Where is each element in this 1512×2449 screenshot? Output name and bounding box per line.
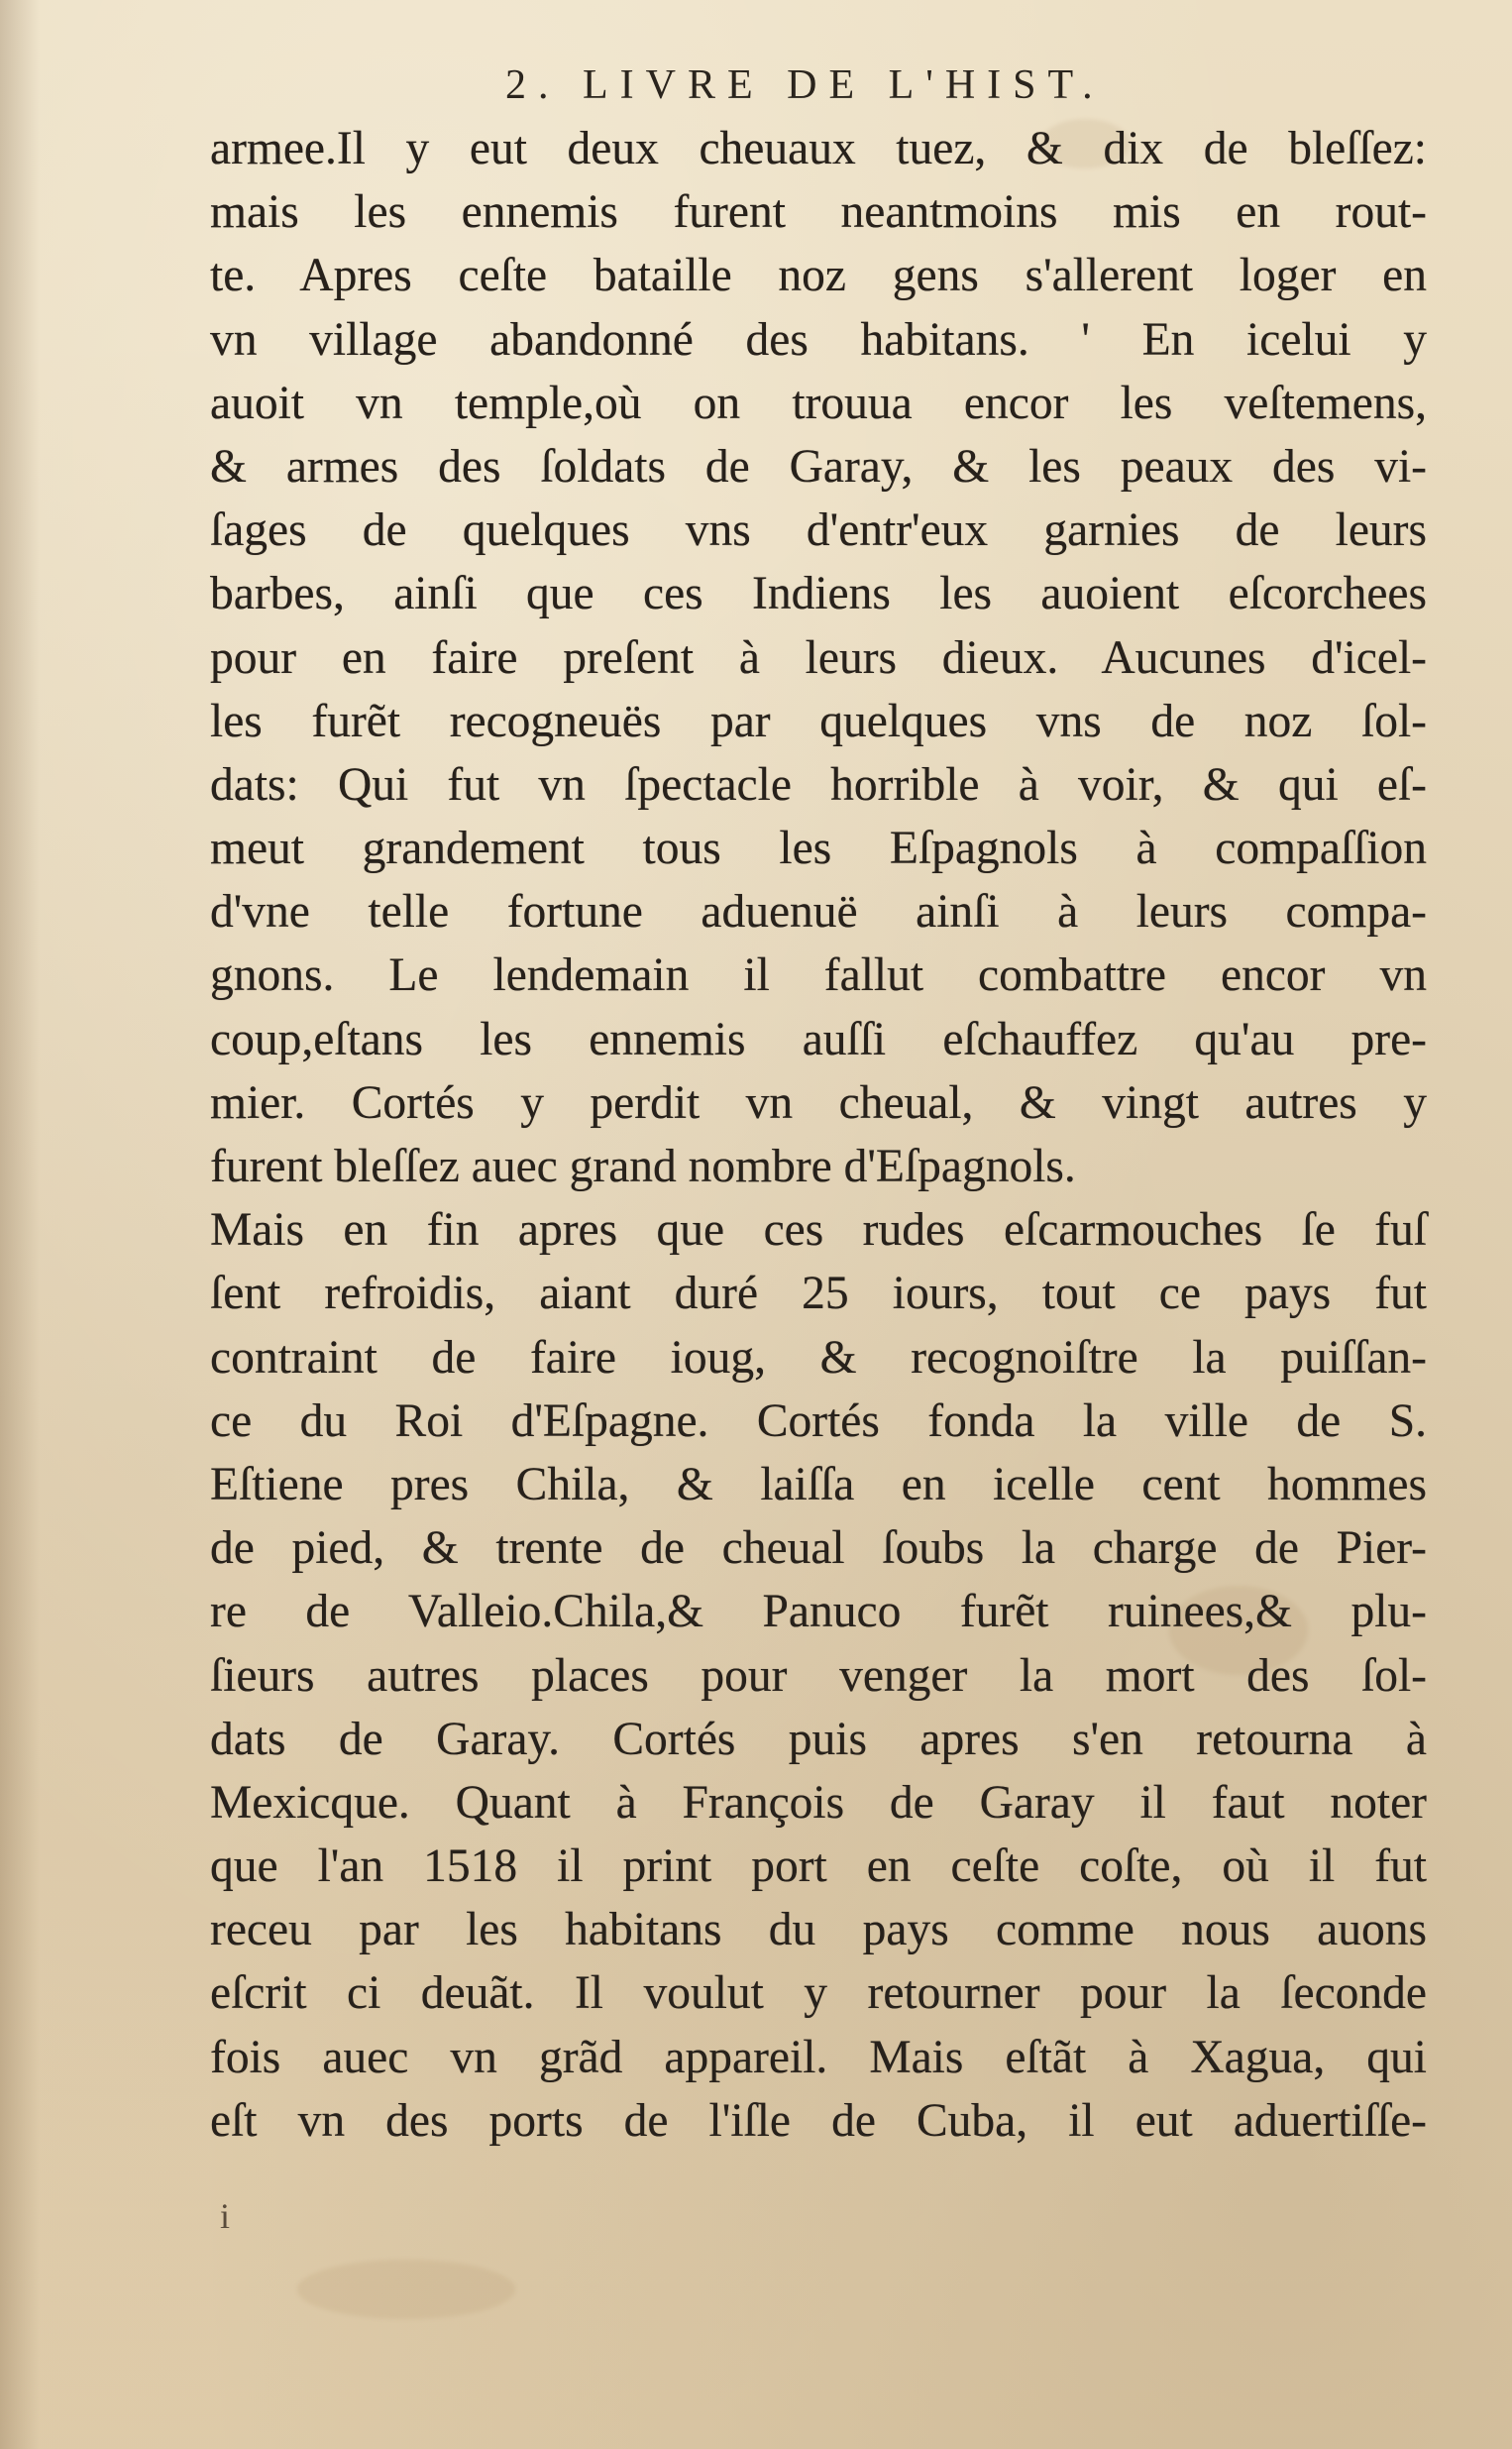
text-line: & armes des ſoldats de Garay, & les peaux des vi- [210, 440, 1427, 493]
text-line: eſcrit ci deuãt. Il voulut y retourner pour la ſeconde [210, 1967, 1427, 2020]
text-line: ſent refroidis, aiant duré 25 iours, tout ce pays fut [210, 1268, 1427, 1320]
text-line: les furẽt recogneuës par quelques vns de noz ſol- [210, 695, 1427, 747]
text-line: fois auec vn grãd appareil. Mais eſtãt à Xagua, qui [210, 2031, 1427, 2083]
text-line: te. Apres ceſte bataille noz gens s'allerent loger en [210, 250, 1427, 302]
text-line: coup,eſtans les ennemis auſſi eſchauffez qu'au pre- [210, 1013, 1427, 1065]
paper-stain [297, 2260, 515, 2319]
text-line: ſieurs autres places pour venger la mort des ſol- [210, 1649, 1427, 1702]
text-line: Mexicque. Quant à François de Garay il faut noter [210, 1776, 1427, 1829]
text-line: re de Valleio.Chila,& Panuco furẽt ruinees,& plu- [210, 1586, 1427, 1638]
text-line: furent bleſſez auec grand nombre d'Eſpagnols. [210, 1141, 1076, 1192]
text-line: pour en faire preſent à leurs dieux. Aucunes d'icel- [210, 631, 1427, 684]
signature-mark: i [220, 2196, 231, 2236]
running-head: 2. LIVRE DE L'HIST. [505, 62, 1105, 108]
text-line: mais les ennemis furent neantmoins mis en rout- [210, 186, 1427, 239]
text-line: d'vne telle fortune aduenuë ainſi à leurs compa- [210, 886, 1427, 939]
text-line: dats de Garay. Cortés puis apres s'en retourna à [210, 1713, 1427, 1765]
body-text [210, 117, 1427, 2153]
text-line: de pied, & trente de cheual ſoubs la charge de Pier- [210, 1522, 1427, 1575]
text-line: que l'an 1518 il print port en ceſte coſte, où il fut [210, 1840, 1427, 1893]
text-line: vn village abandonné des habitans. ' En icelui y [210, 313, 1427, 366]
text-line: barbes, ainſi que ces Indiens les auoient eſcorchees [210, 568, 1427, 620]
text-line: eſt vn des ports de l'iſle de Cuba, il eut aduertiſſe- [210, 2094, 1427, 2147]
text-line: mier. Cortés y perdit vn cheual, & vingt autres y [210, 1076, 1427, 1129]
text-line: contraint de faire ioug, & recognoiſtre la puiſſan- [210, 1331, 1427, 1384]
text-line: ſages de quelques vns d'entr'eux garnies de leurs [210, 504, 1427, 557]
text-line: Mais en fin apres que ces rudes eſcarmouches ſe fuſ [210, 1204, 1427, 1257]
text-line: meut grandement tous les Eſpagnols à compaſſion [210, 823, 1427, 875]
text-line: Eſtiene pres Chila, & laiſſa en icelle cent hommes [210, 1458, 1427, 1510]
gutter-shadow [0, 0, 40, 2449]
text-line: auoit vn temple,où on trouua encor les veſtemens, [210, 377, 1427, 429]
text-line: armee.Il y eut deux cheuaux tuez, & dix de bleſſez: [210, 123, 1427, 174]
text-line: ce du Roi d'Eſpagne. Cortés fonda la ville de S. [210, 1394, 1427, 1447]
text-line: receu par les habitans du pays comme nous auons [210, 1904, 1427, 1956]
text-line: gnons. Le lendemain il fallut combattre encor vn [210, 949, 1427, 1002]
text-line: dats: Qui fut vn ſpectacle horrible à voir, & qui eſ- [210, 758, 1427, 811]
